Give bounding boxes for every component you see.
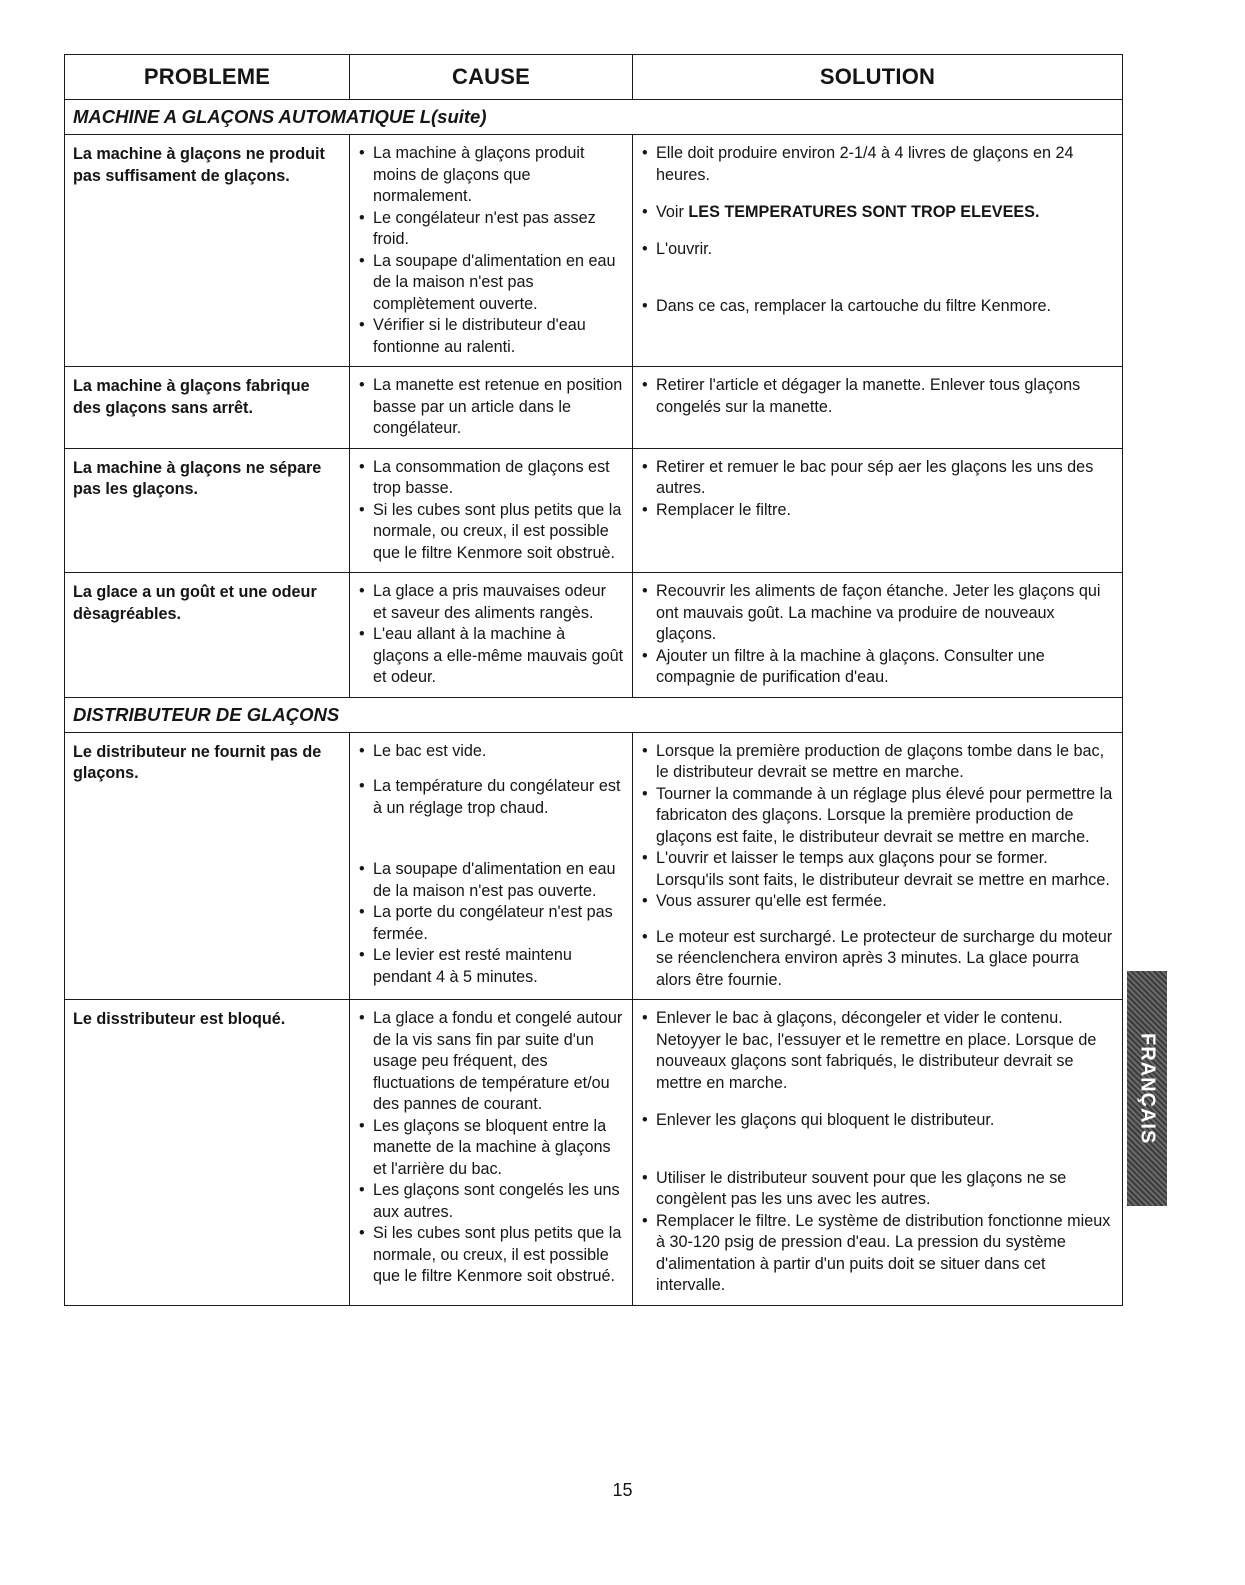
cause-item: • La température du congélateur est à un réglage trop chaud. xyxy=(356,776,624,819)
solution-cell xyxy=(633,367,1123,449)
cause-item: • La manette est retenue en position basse par un article dans le congélateur. xyxy=(356,375,624,440)
solution-item: • Remplacer le filtre. Le système de distribution fonctionne mieux à 30-120 psig de pression d'eau. La pression du système d'alimentation à partir d'un puits doit se situer dans cet intervalle. xyxy=(639,1211,1114,1297)
table-row xyxy=(65,1000,1123,1306)
section-title-machine: MACHINE A GLAÇONS AUTOMATIQUE L(suite) xyxy=(65,100,1123,135)
solution-item: • Lorsque la première production de glaçons tombe dans le bac, le distributeur devrait se mettre en marche. xyxy=(639,741,1114,784)
cause-item: • Les glaçons sont congelés les uns aux autres. xyxy=(356,1180,624,1223)
solution-item: • Elle doit produire environ 2-1/4 à 4 livres de glaçons en 24 heures. xyxy=(639,143,1114,186)
problem-cell: La machine à glaçons ne sépare pas les glaçons. xyxy=(65,448,350,573)
problem-cell: Le distributeur ne fournit pas de glaçons. xyxy=(65,732,350,1000)
solution-item: • Dans ce cas, remplacer la cartouche du filtre Kenmore. xyxy=(639,296,1114,318)
cause-item: • La soupape d'alimentation en eau de la maison n'est pas complètement ouverte. xyxy=(356,251,624,316)
solution-item xyxy=(639,202,1114,224)
solution-item: • Enlever le bac à glaçons, décongeler et vider le contenu. Netoyyer le bac, l'essuyer et le remettre en place. Lorsque de nouveaux glaçons sont fabriqués, le distributeur devrait se mettre en marche. xyxy=(639,1008,1114,1094)
section-row xyxy=(65,100,1123,135)
section-title-distributeur: DISTRIBUTEUR DE GLAÇONS xyxy=(65,697,1123,732)
page-number: 15 xyxy=(612,1480,633,1500)
solution-text: Voir xyxy=(656,203,689,221)
cause-cell xyxy=(350,573,633,698)
cause-item: • La soupape d'alimentation en eau de la maison n'est pas ouverte. xyxy=(356,859,624,902)
solution-item: • Remplacer le filtre. xyxy=(639,500,1114,522)
cause-item: • Si les cubes sont plus petits que la normale, ou creux, il est possible que le filtre Kenmore soit obstrué. xyxy=(356,1223,624,1288)
cause-item: • Vérifier si le distributeur d'eau fontionne au ralenti. xyxy=(356,315,624,358)
language-side-tab xyxy=(1127,971,1167,1206)
cause-item: • Le levier est resté maintenu pendant 4 à 5 minutes. xyxy=(356,945,624,988)
cause-item: • La glace a pris mauvaises odeur et saveur des aliments rangès. xyxy=(356,581,624,624)
solution-item: • Utiliser le distributeur souvent pour que les glaçons ne se congèlent pas les uns avec les autres. xyxy=(639,1168,1114,1211)
table-header-row xyxy=(65,55,1123,100)
header-probleme: PROBLEME xyxy=(65,55,350,100)
table-row xyxy=(65,448,1123,573)
cause-item: • La machine à glaçons produit moins de glaçons que normalement. xyxy=(356,143,624,208)
cause-item: • La glace a fondu et congelé autour de la vis sans fin par suite d'un usage peu fréquent, des fluctuations de température et/ou des pannes de courant. xyxy=(356,1008,624,1116)
cause-item: • La porte du congélateur n'est pas fermée. xyxy=(356,902,624,945)
cause-cell xyxy=(350,1000,633,1306)
solution-item: • Recouvrir les aliments de façon étanche. Jeter les glaçons qui ont mauvais goût. La machine va produire de nouveaux glaçons. xyxy=(639,581,1114,646)
cause-cell xyxy=(350,448,633,573)
problem-cell: La glace a un goût et une odeur dèsagréables. xyxy=(65,573,350,698)
cause-item: • Les glaçons se bloquent entre la manette de la machine à glaçons et l'arrière du bac. xyxy=(356,1116,624,1181)
solution-item: • Le moteur est surchargé. Le protecteur de surcharge du moteur se réenclenchera environ après 3 minutes. La glace pourra alors être fournie. xyxy=(639,927,1114,992)
solution-item: • Enlever les glaçons qui bloquent le distributeur. xyxy=(639,1110,1114,1132)
header-solution: SOLUTION xyxy=(633,55,1123,100)
problem-cell: Le disstributeur est bloqué. xyxy=(65,1000,350,1306)
cause-item: • Si les cubes sont plus petits que la normale, ou creux, il est possible que le filtre Kenmore soit obstruè. xyxy=(356,500,624,565)
solution-cell xyxy=(633,573,1123,698)
table-row xyxy=(65,135,1123,367)
cause-item: • Le bac est vide. xyxy=(356,741,624,763)
header-cause: CAUSE xyxy=(350,55,633,100)
solution-item: • Ajouter un filtre à la machine à glaçons. Consulter une compagnie de purification d'eau. xyxy=(639,646,1114,689)
problem-cell: La machine à glaçons fabrique des glaçons sans arrêt. xyxy=(65,367,350,449)
language-tab-label: FRANÇAIS xyxy=(1136,1032,1159,1145)
solution-strong-text: LES TEMPERATURES SONT TROP ELEVEES. xyxy=(688,203,1040,221)
solution-item: • Vous assurer qu'elle est fermée. xyxy=(639,891,1114,913)
solution-cell xyxy=(633,135,1123,367)
cause-item: • Le congélateur n'est pas assez froid. xyxy=(356,208,624,251)
cause-cell xyxy=(350,135,633,367)
solution-cell xyxy=(633,1000,1123,1306)
cause-cell xyxy=(350,732,633,1000)
cause-cell xyxy=(350,367,633,449)
solution-cell xyxy=(633,732,1123,1000)
solution-item: • Tourner la commande à un réglage plus élevé pour permettre la fabricaton des glaçons. Lorsque la première production de glaçons est faite, le distributeur devrait se mettre en marche. xyxy=(639,784,1114,849)
table-row xyxy=(65,732,1123,1000)
cause-item: • La consommation de glaçons est trop basse. xyxy=(356,457,624,500)
solution-cell xyxy=(633,448,1123,573)
solution-item: • L'ouvrir et laisser le temps aux glaçons pour se former. Lorsqu'ils sont faits, le distributeur devrait se mettre en marhce. xyxy=(639,848,1114,891)
table-row xyxy=(65,367,1123,449)
solution-item: • Retirer et remuer le bac pour sép aer les glaçons les uns des autres. xyxy=(639,457,1114,500)
cause-item: • L'eau allant à la machine à glaçons a elle-même mauvais goût et odeur. xyxy=(356,624,624,689)
problem-cell: La machine à glaçons ne produit pas suffisament de glaçons. xyxy=(65,135,350,367)
solution-item: • Retirer l'article et dégager la manette. Enlever tous glaçons congelés sur la manette. xyxy=(639,375,1114,418)
troubleshooting-table xyxy=(64,54,1123,1306)
solution-item: • L'ouvrir. xyxy=(639,239,1114,261)
table-row xyxy=(65,573,1123,698)
section-row xyxy=(65,697,1123,732)
